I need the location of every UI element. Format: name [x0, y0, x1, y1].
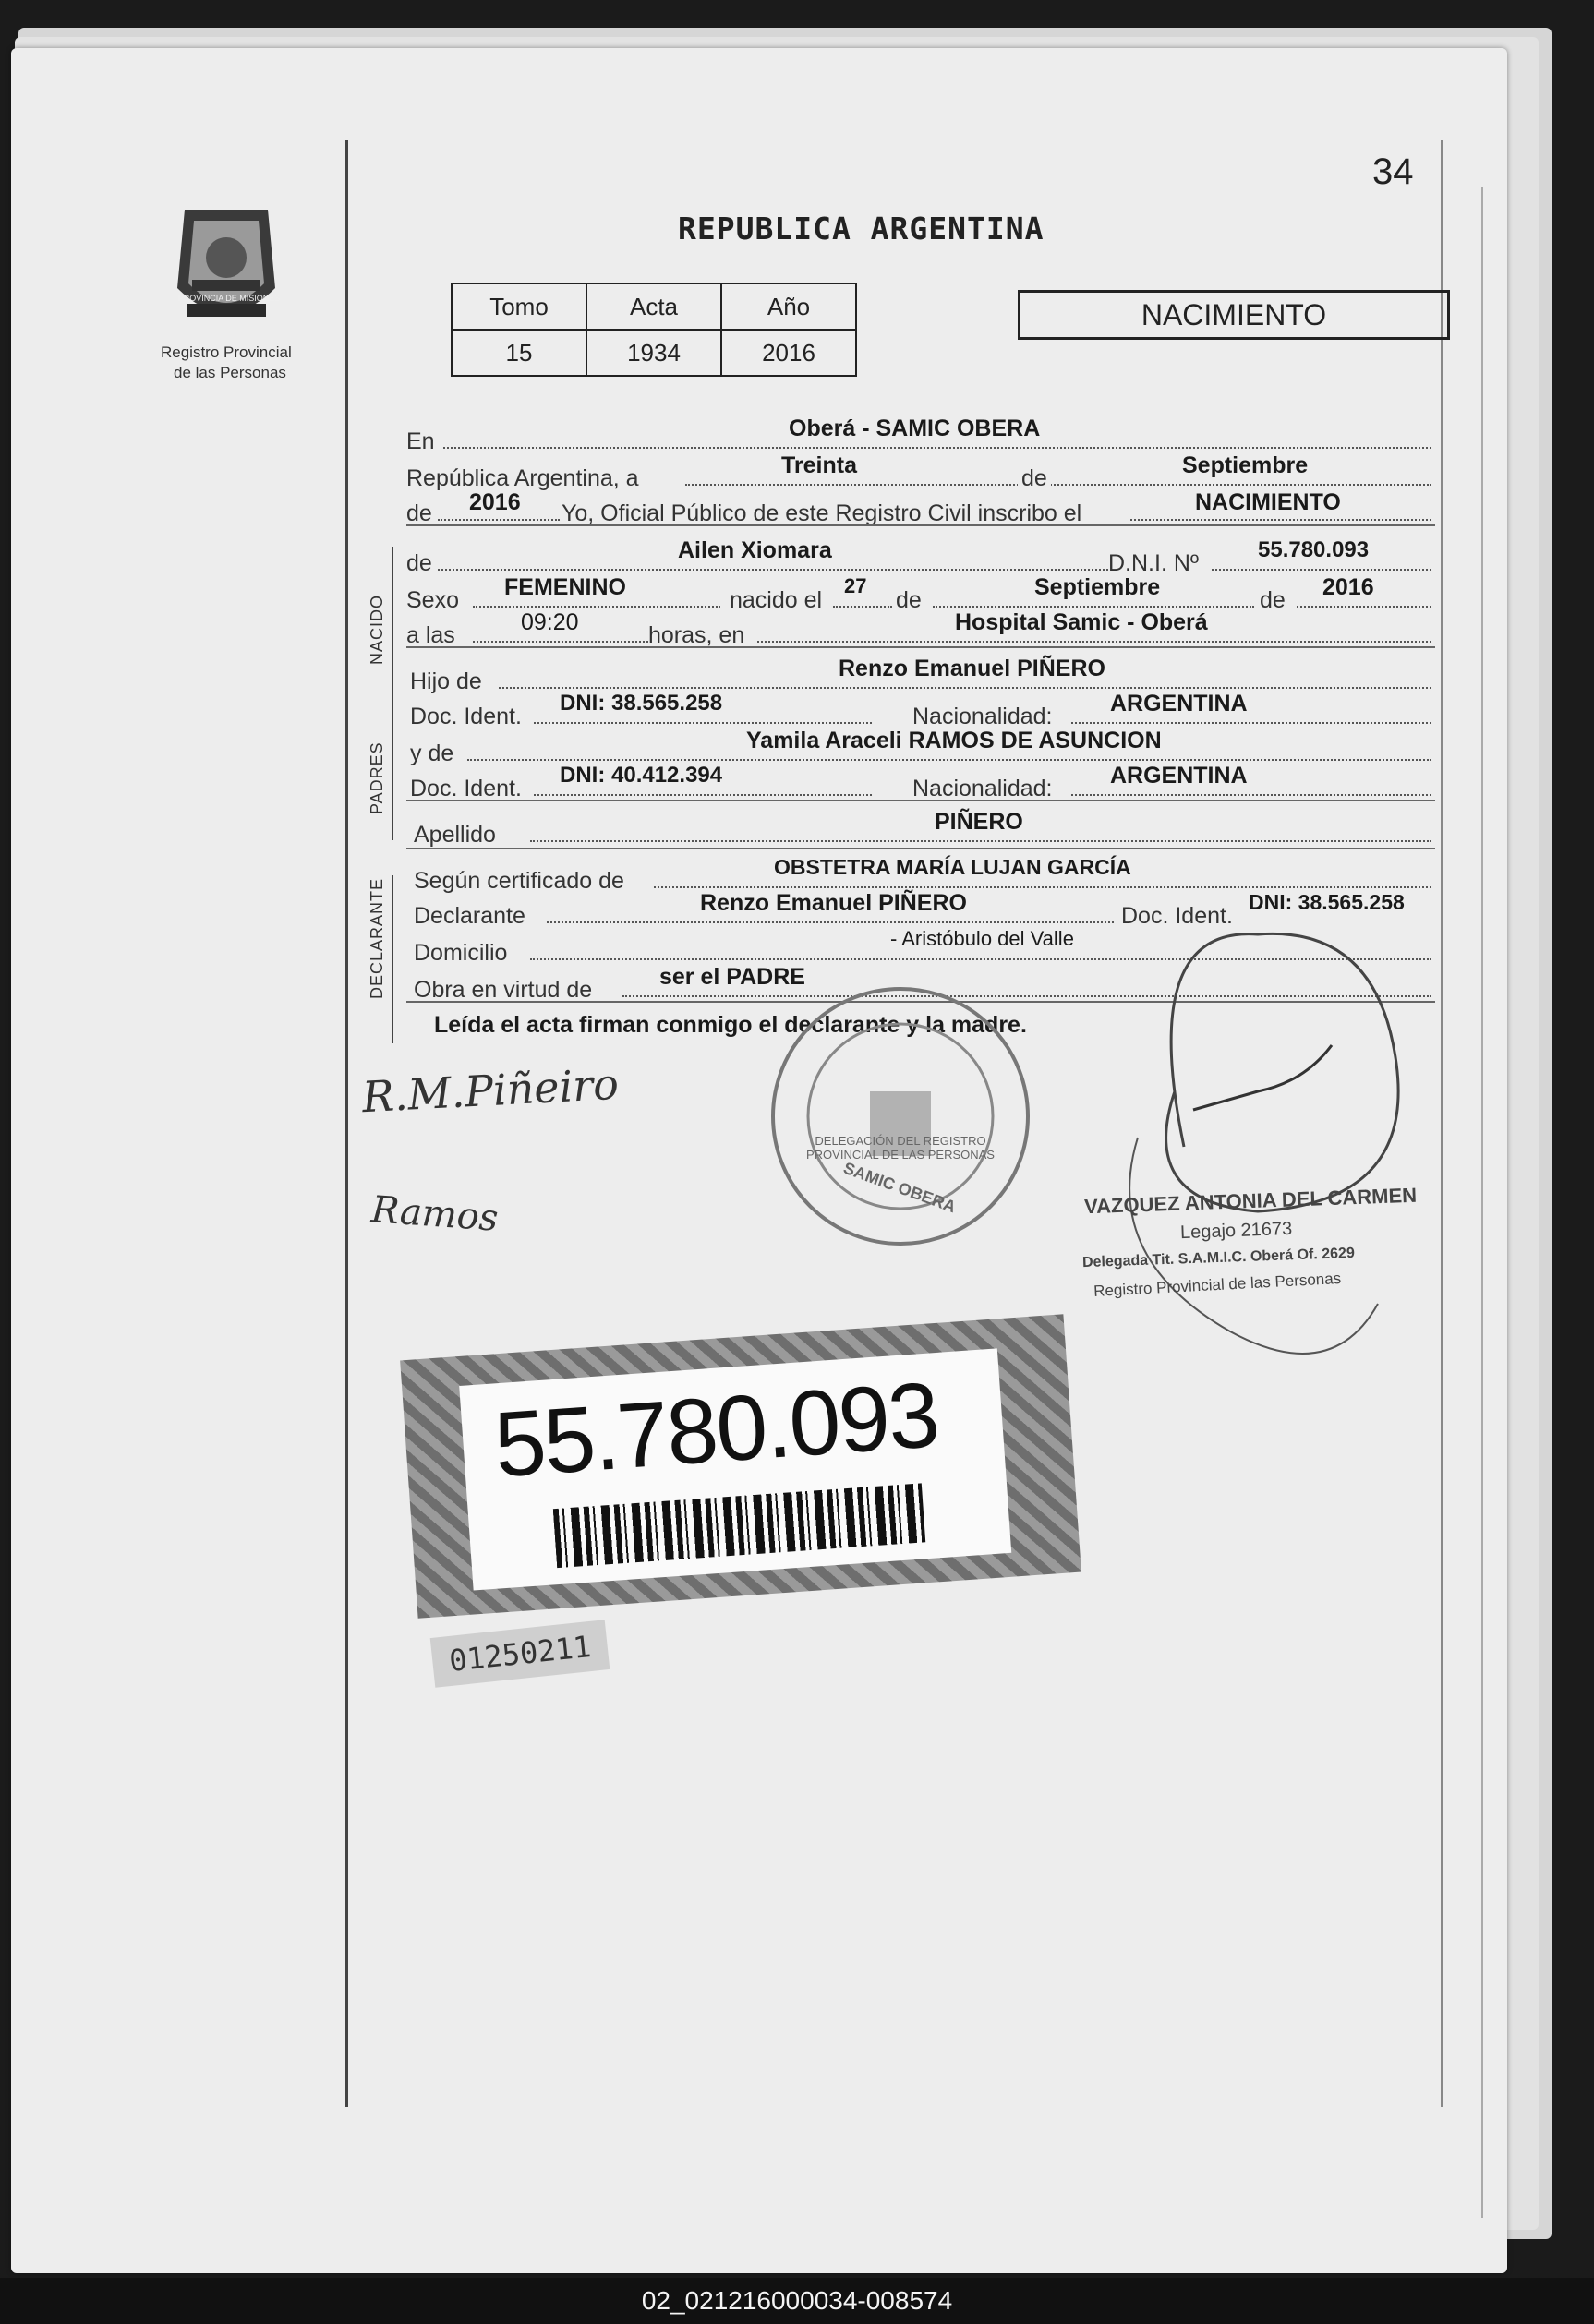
official-registry: Registro Provincial de las Personas: [1093, 1269, 1342, 1301]
label-de-mes-nac: de: [896, 587, 922, 613]
seal-center-text: SAMIC OBERA: [840, 1158, 959, 1217]
label-de-nombre: de: [406, 550, 432, 576]
value-padre-dni: DNI: 38.565.258: [560, 691, 723, 716]
official-signature: [1027, 907, 1489, 1461]
value-domicilio: - Aristóbulo del Valle: [890, 927, 1074, 950]
label-de-mes: de: [1018, 465, 1051, 492]
value-dni: 55.780.093: [1258, 537, 1370, 562]
official-role: Delegada Tit. S.A.M.I.C. Oberá Of. 2629: [1081, 1245, 1356, 1271]
label-doc-ident-declarante: Doc. Ident.: [1121, 903, 1233, 929]
label-segun-certificado: Según certificado de: [414, 868, 624, 894]
value-tomo: 15: [452, 330, 586, 376]
label-nacido-el: nacido el: [730, 587, 823, 613]
label-dni-no: D.N.I. Nº: [1108, 550, 1200, 576]
label-apellido: Apellido: [414, 822, 496, 848]
label-a-las: a las: [406, 622, 455, 648]
sticker-number: 55.780.093: [490, 1363, 942, 1498]
dots-dia-nac: [833, 606, 892, 608]
value-tipo: NACIMIENTO: [1195, 489, 1341, 515]
label-declarante: Declarante: [414, 903, 525, 929]
dots-sexo: [473, 606, 720, 608]
section-label-nacido: NACIDO: [368, 594, 386, 665]
value-madre-dni: DNI: 40.412.394: [560, 763, 723, 788]
serial-stamp: 01250211: [430, 1620, 610, 1688]
page-number: 34: [1372, 151, 1414, 192]
value-declarante: Renzo Emanuel PIÑERO: [700, 890, 967, 916]
dots-republica: [685, 484, 1431, 486]
label-yo-oficial: Yo, Oficial Público de este Registro Civil inscribo el: [562, 500, 1082, 526]
label-republica: República Argentina, a: [406, 465, 639, 491]
record-table: [451, 283, 857, 377]
official-legajo: Legajo 21673: [1179, 1218, 1293, 1244]
seal-ring-text: DELEGACIÓN DEL REGISTRO PROVINCIAL DE LAS PERSONAS: [806, 1134, 995, 1162]
provincial-logo: [166, 200, 286, 339]
registry-line-2: de las Personas: [174, 364, 286, 381]
value-dia-nac: 27: [844, 574, 867, 597]
label-horas-en: horas, en: [648, 622, 745, 648]
value-dia-texto: Treinta: [781, 452, 857, 478]
sticker-barcode: [553, 1483, 925, 1568]
label-de-anio: de: [406, 500, 432, 526]
rule-4: [406, 848, 1435, 849]
label-y-de: y de: [410, 741, 454, 766]
value-nombre: Ailen Xiomara: [678, 537, 832, 563]
value-madre: Yamila Araceli RAMOS DE ASUNCION: [746, 728, 1162, 753]
label-nacionalidad-padre: Nacionalidad:: [912, 704, 1053, 729]
left-margin-rule: [345, 140, 348, 2107]
registry-seal: [767, 982, 1034, 1250]
dots-madre-nac: [1071, 794, 1431, 796]
value-acta: 1934: [586, 330, 721, 376]
dots-apellido: [530, 840, 1431, 842]
dots-padre: [499, 687, 1431, 689]
dots-hora: [473, 641, 648, 643]
label-en: En: [406, 428, 435, 454]
dots-tipo: [1130, 519, 1431, 521]
value-anio: 2016: [469, 489, 521, 515]
rule-2: [406, 646, 1435, 648]
value-virtud: ser el PADRE: [659, 964, 805, 990]
sticker-label: [459, 1348, 1011, 1590]
document-page: [11, 48, 1507, 2273]
section-bar-nacido: [392, 547, 393, 696]
label-de-anio-nac: de: [1260, 587, 1286, 613]
dots-madre: [467, 759, 1431, 761]
mother-signature: Ramos: [369, 1188, 500, 1240]
label-hijo-de: Hijo de: [410, 668, 482, 694]
dots-mes-nac: [933, 606, 1254, 608]
official-name: VAZQUEZ ANTONIA DEL CARMEN: [1083, 1183, 1418, 1219]
dots-nombre: [438, 569, 1108, 571]
rule-3: [406, 800, 1435, 801]
rule-1: [406, 524, 1435, 526]
document-title: REPUBLICA ARGENTINA: [678, 211, 1045, 247]
dots-en: [443, 447, 1431, 449]
dots-padre-dni: [534, 722, 872, 724]
dots-anio-nac: [1297, 606, 1431, 608]
label-doc-ident-madre: Doc. Ident.: [410, 776, 522, 801]
label-sexo: Sexo: [406, 587, 459, 613]
value-mes-nac: Septiembre: [1034, 574, 1161, 600]
dots-anio: [438, 519, 560, 521]
value-hora: 09:20: [521, 609, 579, 635]
logo-label: PROVINCIA DE MISIONES: [177, 294, 281, 303]
dots-padre-nac: [1071, 722, 1431, 724]
section-bar-padres: [392, 676, 393, 840]
value-madre-nac: ARGENTINA: [1110, 763, 1248, 789]
value-anio-nac: 2016: [1322, 574, 1374, 600]
section-label-padres: PADRES: [368, 741, 386, 814]
value-declarante-dni: DNI: 38.565.258: [1249, 890, 1405, 914]
closing-statement: Leída el acta firman conmigo el declarante y la madre.: [434, 1012, 1027, 1038]
header-acta: Acta: [586, 283, 721, 330]
value-apellido: PIÑERO: [935, 809, 1023, 835]
dots-dni: [1212, 569, 1431, 571]
header-anio: Año: [721, 283, 856, 330]
label-domicilio: Domicilio: [414, 940, 508, 966]
value-anio: 2016: [721, 330, 856, 376]
id-sticker: [400, 1314, 1081, 1619]
dots-certificado: [654, 886, 1431, 888]
dots-lugar-nac: [757, 641, 1431, 643]
value-lugar: Oberá - SAMIC OBERA: [789, 415, 1041, 441]
label-obra-virtud: Obra en virtud de: [414, 977, 593, 1003]
value-padre-nac: ARGENTINA: [1110, 691, 1248, 716]
header-tomo: Tomo: [452, 283, 586, 330]
registry-line-1: Registro Provincial: [161, 343, 292, 361]
dots-madre-dni: [534, 794, 872, 796]
label-nacionalidad-madre: Nacionalidad:: [912, 776, 1053, 801]
section-label-declarante: DECLARANTE: [368, 877, 386, 999]
record-type-box: NACIMIENTO: [1018, 290, 1450, 340]
father-signature: R.M.Piñeiro: [360, 1058, 621, 1123]
label-doc-ident-padre: Doc. Ident.: [410, 704, 522, 729]
section-bar-declarante: [392, 875, 393, 1043]
value-mes: Septiembre: [1182, 452, 1309, 478]
scan-filename: 02_021216000034-008574: [0, 2278, 1594, 2324]
value-certificado: OBSTETRA MARÍA LUJAN GARCÍA: [774, 855, 1131, 879]
value-sexo: FEMENINO: [504, 574, 626, 600]
value-padre: Renzo Emanuel PIÑERO: [839, 656, 1105, 681]
value-lugar-nac: Hospital Samic - Oberá: [955, 609, 1208, 635]
